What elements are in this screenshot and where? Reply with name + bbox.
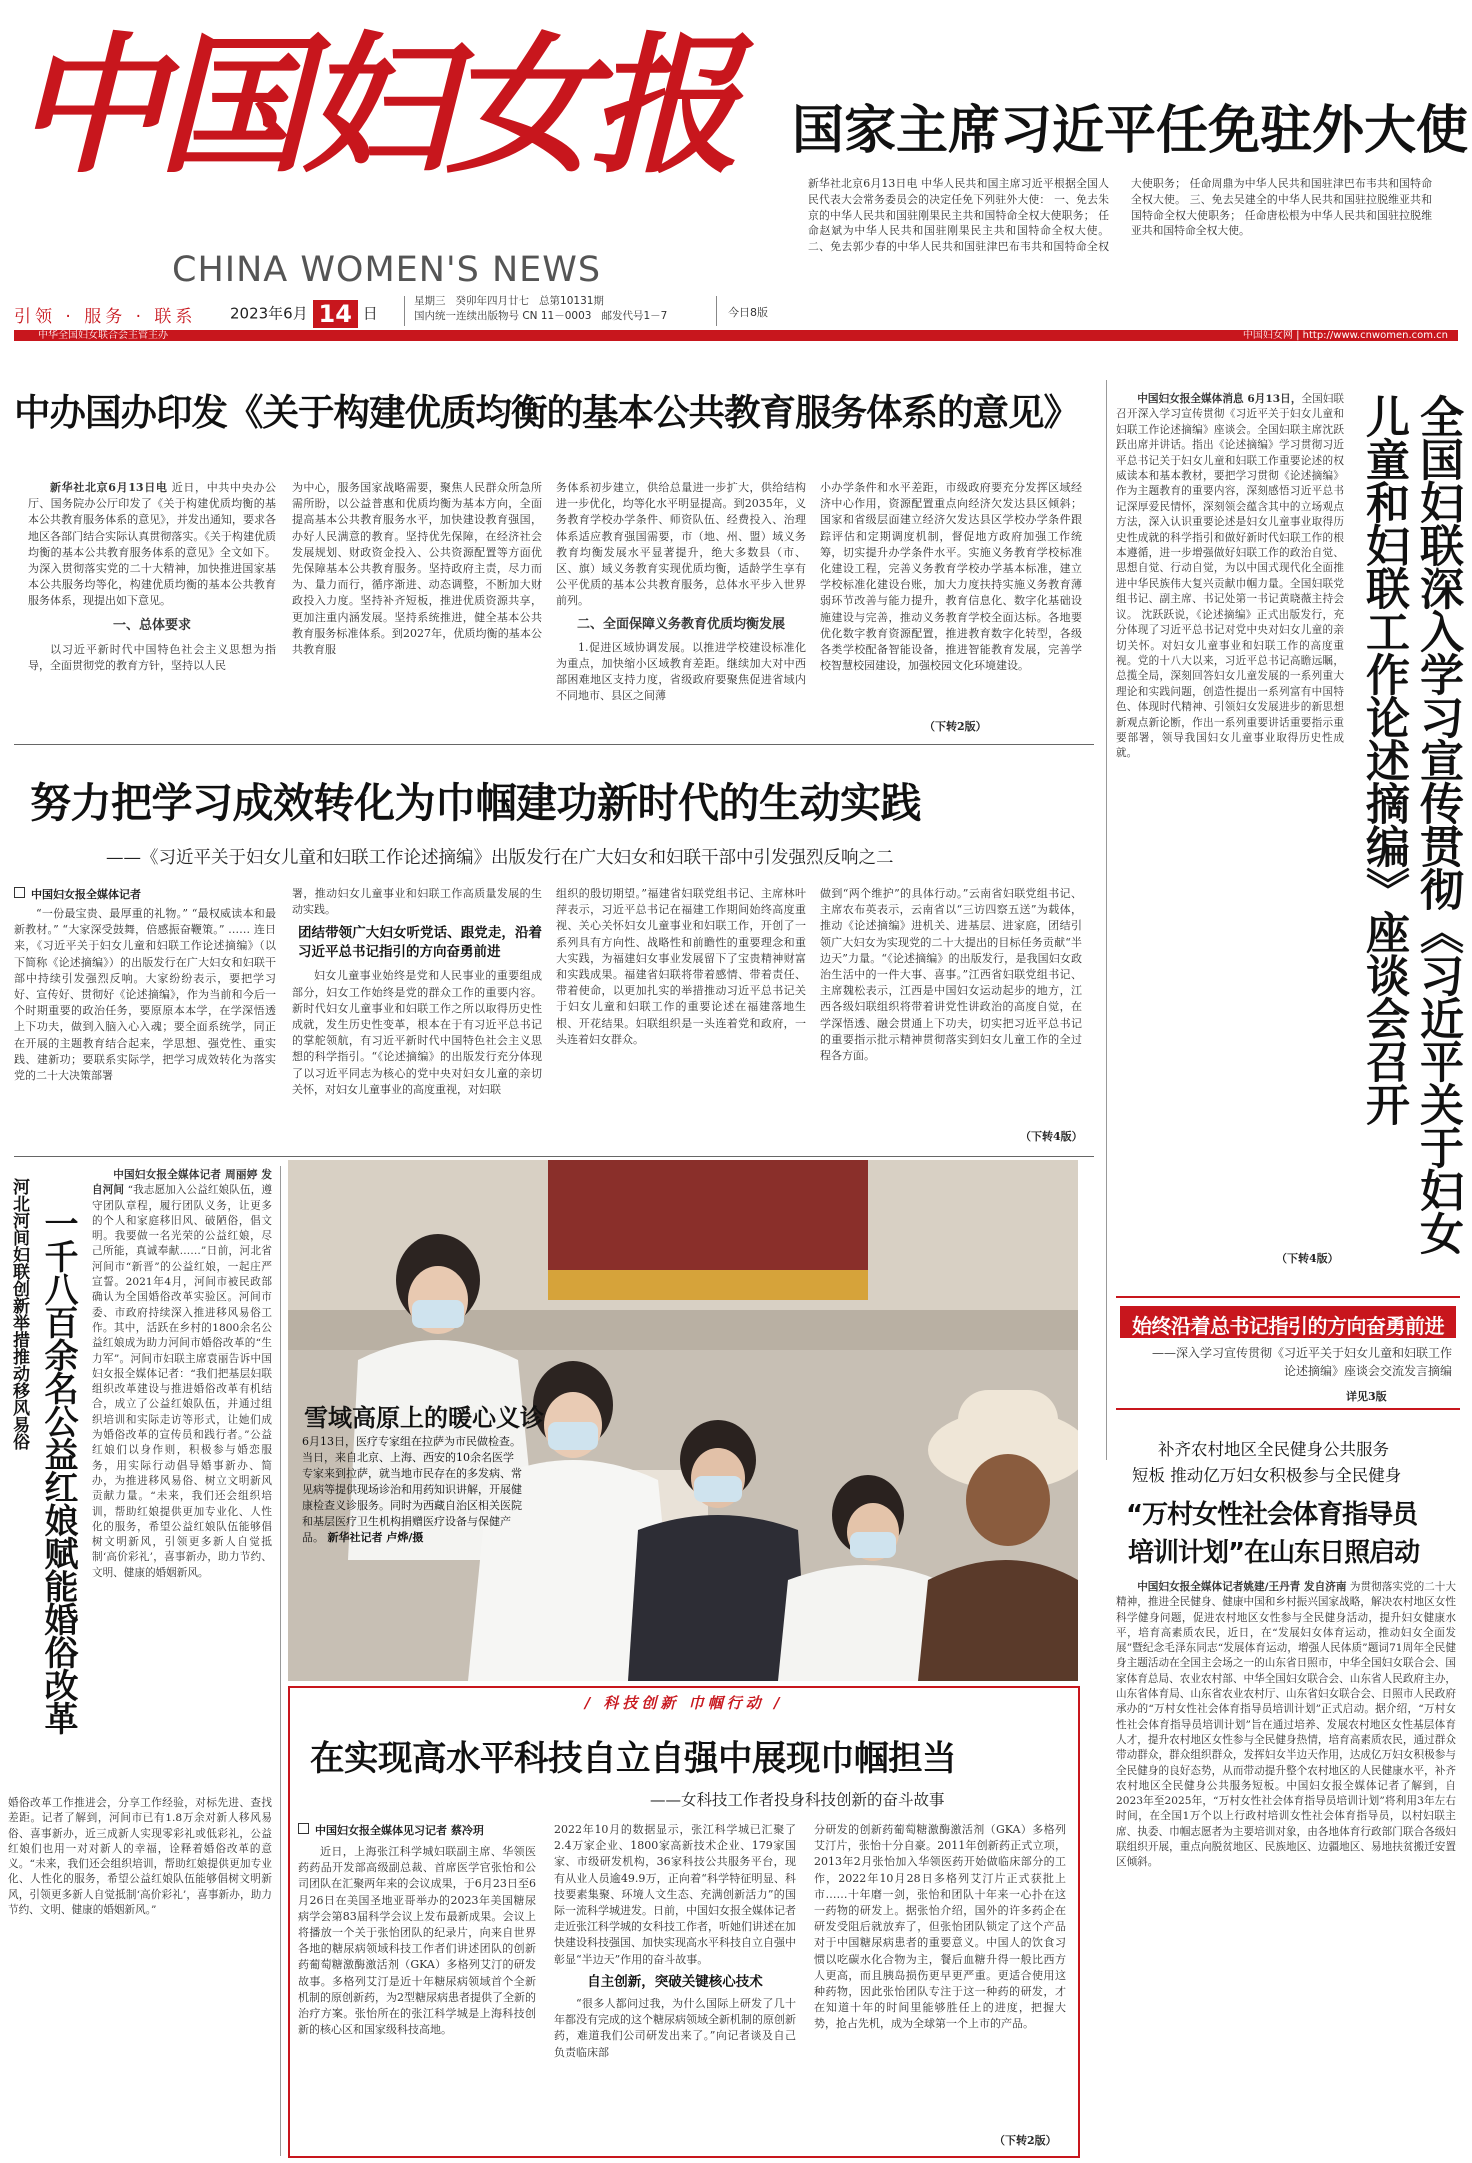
science-byline-text: 中国妇女报全媒体见习记者 蔡冷玥 xyxy=(315,1824,484,1837)
sport-kicker-1: 补齐农村地区全民健身公共服务 xyxy=(1158,1440,1389,1459)
second-col-1 xyxy=(14,906,276,1142)
weekday: 星期三 xyxy=(414,295,446,307)
lead-subhead-2: 二、全面保障义务教育优质均衡发展 xyxy=(576,616,785,632)
sport-story xyxy=(1094,1424,1464,2158)
lead-col1-text: 近日，中共中央办公厅、国务院办公厅印发了《关于构建优质均衡的基本公共教育服务体系的意见》，并发出通知，要求各地区各部门结合实际认真贯彻落实。《关于构建优质均衡的基本公共教育服务体系的意见》全文如下。为深入贯彻落实党的二十大精神，加快推进国家基本公共服务均等化，构建优质均衡的基本公共教育服务体系，现提出如下意见。 xyxy=(28,481,276,608)
right-story-headline[interactable]: 全国妇联深入学习宣传贯彻《习近平关于妇女儿童和妇联工作论述摘编》座谈会召开 xyxy=(1358,394,1463,1254)
science-continue[interactable]: （下转2版） xyxy=(994,2134,1057,2147)
science-col-3 xyxy=(814,1822,1066,2128)
digest-dek: ——深入学习宣传贯彻《习近平关于妇女儿童和妇联工作论述摘编》座谈会交流发言摘编 xyxy=(1151,1346,1452,1378)
date-day: 14 xyxy=(313,300,358,328)
left-story-subhead[interactable]: 河北河间妇联创新举措推动移风易俗 xyxy=(9,1178,29,1450)
edition-divider xyxy=(716,296,717,326)
top-story-headline[interactable]: 国家主席习近平任免驻外大使 xyxy=(792,101,1469,161)
left-story-divider xyxy=(280,1166,281,2156)
second-col-2 xyxy=(292,886,542,1142)
left-story-headline[interactable]: 一千八百余名公益红娘赋能婚俗改革 xyxy=(38,1206,78,1734)
photo-title: 雪域高原上的暖心义诊 xyxy=(304,1404,544,1432)
second-story-headline[interactable]: 努力把学习成效转化为巾帼建功新时代的生动实践 xyxy=(30,779,921,827)
right-continue[interactable]: （下转4版） xyxy=(1276,1252,1339,1265)
second-col-3 xyxy=(556,886,806,1142)
lead-col-3 xyxy=(556,480,806,720)
lead-col4-text: 小办学条件和水平差距，市级政府要充分发挥区域经济中心作用，资源配置重点向经济欠发达县区倾斜；国家和省级层面建立经济欠发达县区学校办学条件跟踪评估和定期调度机制，督促地方政府加强工作统筹，切实提升办学条件水平。实施义务教育学校标准化建设工程，完善义务教育学校办学基本标准，建立学校标准化建设台账，加大力度扶持实施义务教育薄弱环节改善与能力提升，教育信息化、数字化基础设施建设与完善，推动义务教育学校全面达标。各地要优化数字教育资源配置，推进教育数字化转型，各级各类学校配备智能设备，推进智能教育发展，完善学校智慧校园建设，加强校园文化环境建设。 xyxy=(820,481,1082,673)
sport-text: 为贯彻落实党的二十大精神，推进全民健身、健康中国和乡村振兴国家战略，解决农村地区女性科学健身问题，促进农村地区女性参与全民健身活动，提升妇女健康水平，培育高素质农民，近日，在“发展妇女体育运动，推动妇女全面发展”暨纪念毛泽东同志“发展体育运动，增强人民体质”题词71周年全民健身主题活动在全国主会场之一的山东省日照市，中华全国妇女联合会、国家体育总局、农业农村部、中华全国妇女联合会、山东省人民政府主办，山东省体育局、山东省农业农村厅、山东省妇女联合会、日照市人民政府承办的“万村女性社会体育指导员培训计划”正式启动。据介绍，“万村女性社会体育指导员培训计划”旨在通过培养、发展农村地区女性基层体育人才，提升农村地区女性参与全民健身热情，培育高素质农民，通过群众带动群众，群众组织群众，发挥妇女半边天作用，达成亿万妇女积极参与全民健身的良好态势，从而带动提升整个农村地区的人民健康水平，补齐农村地区全民健身公共服务短板。中国妇女报全媒体记者了解到，自2023年至2025年，“万村女性社会体育指导员培训计划”将利用3年左右时间，在全国1万个以上行政村培训女性社会体育指导员，以村妇联主席、执委、巾帼志愿者为主要培训对象，由各地体育行政部门联合各级妇联组织开展，重点向脱贫地区、民族地区、边疆地区、易地扶贫搬迁安置区倾斜。 xyxy=(1116,1581,1456,1869)
lead-col-2 xyxy=(292,480,542,720)
second-col-4 xyxy=(820,886,1082,1126)
red-band xyxy=(14,330,1458,341)
date-divider xyxy=(404,296,405,326)
sport-headline-2[interactable]: 培训计划”在山东日照启动 xyxy=(1128,1538,1420,1568)
lunar-date: 癸卯年四月廿七 xyxy=(455,295,530,307)
science-col1-text: 近日，上海张江科学城妇联副主席、华领医药药品开发部高级副总裁、首席医学官张怡和公司团队在汇聚两年来的会议成果，于6月23日至6月26日在美国圣地亚哥举办的2023年美国糖尿病学会第83届科学会议上发布最新成果。会议上将播放一个关于张怡团队的纪录片，向来自世界各地的糖尿病领域科技工作者们讲述团队的创新药葡萄糖激酶激活剂（GKA）多格列艾汀的研发故事。多格列艾汀是近十年糖尿病领域首个全新机制的原创新药，为2型糖尿病患者提供了全新的治疗方案。张怡所在的张江科学城是上海科技创新的核心区和国家级科技高地。 xyxy=(298,1845,536,2037)
sport-headline-1[interactable]: “万村女性社会体育指导员 xyxy=(1126,1500,1418,1530)
sponsor-text: 中华全国妇女联合会主管主办 xyxy=(38,330,168,341)
tag-slash-right: / xyxy=(764,1694,784,1712)
sport-kicker-2: 短板 推动亿万妇女积极参与全民健身 xyxy=(1132,1466,1402,1485)
lead-byline: 新华社北京6月13日电 xyxy=(50,481,168,494)
science-col3-text: 分研发的创新药葡萄糖激酶激活剂（GKA）多格列艾汀片，张怡十分自豪。2011年创新药正式立项，2013年2月张怡加入华领医药开始做临床部分的工作，2022年10月28日多格列艾汀片正式获批上市……十年磨一剑，张怡和团队十年来一心扑在这一药物的研发上。据张怡介绍，国外的许多药企在研发受阻后就放弃了，但张怡团队锁定了这个产品对于中国糖尿病患者的重要意义。中国人的饮食习惯以吃碳水化合物为主，餐后血糖升得一般比西方人更高，而且胰岛损伤更早更严重。更适合使用这种药物，因此张怡团队专注于这一种药的研发，才在知道十年的时间里能够胜任上的进度，把握大势，抢占先机，成为全球第一个上市的产品。 xyxy=(814,1823,1066,2031)
second-story xyxy=(14,750,1094,1150)
lead-col-4 xyxy=(820,480,1082,720)
date-prefix: 2023年6月 xyxy=(230,304,308,323)
second-story-bottom-rule xyxy=(14,1156,1094,1157)
left-story-body xyxy=(92,1168,272,1788)
science-subhead: 自主创新，突破关键核心技术 xyxy=(587,1973,763,1990)
science-tag xyxy=(290,1692,1078,1713)
news-photo[interactable] xyxy=(288,1160,1078,1681)
science-byline-icon xyxy=(298,1823,309,1834)
english-name: CHINA WOMEN'S NEWS xyxy=(172,250,602,290)
issue-number: 总第10131期 xyxy=(539,295,604,307)
right-story xyxy=(1116,384,1462,1384)
second-byline-text: 中国妇女报全媒体记者 xyxy=(31,888,141,901)
science-col-1 xyxy=(298,1844,536,2144)
lead-col3-text-b: 1.促进区域协调发展。以推进学校建设标准化为重点，加快缩小区域教育差距。继续加大对中西部困难地区支持力度，省级政府要聚焦促进省域内不同地市、县区之间薄 xyxy=(556,640,806,703)
digest-bottom-rule xyxy=(1116,1408,1460,1410)
photo-credit: 新华社记者 卢烨/摄 xyxy=(327,1531,424,1544)
science-headline[interactable]: 在实现高水平科技自立自强中展现巾帼担当 xyxy=(310,1739,956,1779)
slogan: 引领 · 服务 · 联系 xyxy=(14,307,197,327)
cn-code: 国内统一连续出版物号 CN 11－0003 xyxy=(414,310,592,322)
second-col3-text: 组织的殷切期望。”福建省妇联党组书记、主席林叶萍表示，习近平总书记在福建工作期间始终高度重视、关心关怀妇女儿童事业和妇联工作，开创了一系列具有方向性、战略性和前瞻性的重要理念和重大实践，为福建妇女事业发展留下了宝贵精神财富和实践成果。福建省妇联将带着感情、带着责任、带着使命，以更加扎实的举措推动习近平总书记关于妇女儿童和妇联工作的重要论述在福建落地生根、开花结果。妇联组织是一头连着党和政府，一头连着妇女群众。 xyxy=(556,887,806,1046)
science-tag-text: 科技创新 巾帼行动 xyxy=(603,1694,765,1712)
digest-top-rule xyxy=(1116,1296,1460,1298)
science-story xyxy=(288,1686,1080,2158)
lead-col3-text: 务体系初步建立，供给总量进一步扩大，供给结构进一步优化，均等化水平明显提高。到2035年，义务教育学校办学条件、师资队伍、经费投入、治理体系适应教育强国需要，市（地、州、盟）域义务教育均衡发展水平显著提升，绝大多数县（市、区、旗）域义务教育实现优质均衡，适龄学生享有公平优质的基本公共教育服务，总体水平步入世界前列。 xyxy=(556,481,806,608)
left-byline: 中国妇女报全媒体记者 周丽婷 发自河间 xyxy=(92,1169,272,1197)
sport-byline: 中国妇女报全媒体记者姚建/王丹青 发自济南 xyxy=(1137,1581,1347,1593)
sport-body xyxy=(1116,1580,1456,2152)
left-story-body-bottom: 婚俗改革工作推进会，分享工作经验，对标先进、查找差距。记者了解到，河间市已有1.8万余对新人移风易俗、喜事新办，近三成新人实现零彩礼或低彩礼，公益红娘们也用一对对新人的幸福，诠释着婚俗改革的意义。“未来，我们还会组织培训，帮助红娘提供更加专业化、人性化的服务，希望公益红娘队伍能够倡树文明新风，引领更多新人自觉抵制‘高价彩礼’，喜事新办，助力节约、文明、健康的婚姻新风。” xyxy=(8,1797,272,1917)
lead-col-1 xyxy=(28,480,276,720)
tag-slash-left: / xyxy=(584,1694,604,1712)
digest-ref: 详见3版 xyxy=(1346,1390,1387,1403)
lead-col1-text-b: 以习近平新时代中国特色社会主义思想为指导，全面贯彻党的教育方针，坚持以人民 xyxy=(28,642,276,673)
post-code: 邮发代号1－7 xyxy=(601,310,668,322)
second-byline xyxy=(14,886,141,902)
lead-story xyxy=(14,350,1094,735)
left-text: “我志愿加入公益红娘队伍，遵守团队章程，履行团队义务，让更多的个人和家庭移旧风、破陋俗，倡文明。我要做一名光荣的公益红娘，尽己所能，真诚奉献……”日前，河北省河间市“新晋”的公益红娘，一起庄严宣誓。2021年4月，河间市被民政部确认为全国婚俗改革实验区。河间市委、市政府持续深入推进移风易俗工作。其中，活跃在乡村的1800余名公益红娘成为助力河间市婚俗改革的“生力军”。河间市妇联主席袁丽告诉中国妇女报全媒体记者：“我们把基层妇联组织改革建设与推进婚俗改革有机结合，成立了公益红娘队伍，并通过组织培训和实际走访等形式，让她们成为婚俗改革的宣传员和践行者。”公益红娘们以身作则，积极参与婚恋服务，用实际行动倡导婚事新办、简办，为推进移风易俗、树立文明新风贡献力量。“未来，我们还会组织培训，帮助红娘提供更加专业化、人性化的服务，希望公益红娘队伍能够倡树文明新风，引领更多新人自觉抵制‘高价彩礼’，喜事新办，助力节约、文明、健康的婚姻新风。 xyxy=(92,1184,272,1579)
issue-info xyxy=(414,294,744,324)
date-suffix: 日 xyxy=(362,304,378,323)
photo-caption-text: 6月13日，医疗专家组在拉萨为市民做检查。当日，来自北京、上海、西安的10余名医学专家来到拉萨，就当地市民存在的多发病、常见病等提供现场诊治和用药知识讲解，开展健康检查义诊服务。同时为西藏自治区相关医院和基层医疗卫生机构捐赠医疗设备与保健产品。 xyxy=(302,1435,522,1544)
digest-title-bar xyxy=(1120,1306,1456,1338)
second-story-dek: ——《习近平关于妇女儿童和妇联工作论述摘编》出版发行在广大妇女和妇联干部中引发强烈反响之二 xyxy=(106,848,894,868)
second-col2-text-a: 署，推动妇女儿童事业和妇联工作高质量发展的生动实践。 xyxy=(292,887,542,917)
top-story-text: 新华社北京6月13日电 中华人民共和国主席习近平根据全国人民代表大会常务委员会的决定任免下列驻外大使： 一、免去朱京的中华人民共和国驻刚果民主共和国特命全权大使职务； 任命赵斌为中华人民共和国驻刚果民主共和国特命全权大使。 二、免去郭少春的中华人民共和国驻津巴布韦共和国特命全权大使职务； 任命周鼎为中华人民共和国驻津巴布韦共和国特命全权大使。 三、免去吴建全的中华人民共和国驻拉脱维亚共和国特命全权大使职务； 任命唐松根为中华人民共和国驻拉脱维亚共和国特命全权大使。 xyxy=(808,177,1432,254)
science-col2-text-b: “很多人都问过我，为什么国际上研发了几十年都没有完成的这个糖尿病领域全新机制的原创新药，难道我们公司研发出来了。”向记者谈及自己负责临床部 xyxy=(554,1997,796,2059)
right-text: 全国妇联召开深入学习宣传贯彻《习近平关于妇女儿童和妇联工作论述摘编》座谈会。全国妇联主席沈跃跃出席并讲话。指出《论述摘编》学习贯彻习近平总书记关于妇女儿童和妇联工作重要论述的权威读本和基本教材，要把学习贯彻《论述摘编》作为主题教育的重要内容，深刻感悟习近平总书记深厚爱民情怀，深刻领会蕴含其中的立场观点方法，深入认识重要论述是妇女儿童事业取得历史性成就的科学指引和做好新时代妇联工作的根本遵循，进一步增强做好妇联工作的政治自觉、思想自觉、行动自觉，为以中国式现代化全面推进中华民族伟大复兴贡献巾帼力量。全国妇联党组书记、副主席、书记处第一书记黄晓薇主持会议。 沈跃跃说，《论述摘编》正式出版发行，充分体现了习近平总书记对党中央对妇女儿童的亲切关怀。对妇女儿童事业和妇联工作的高度重视。党的十八大以来，习近平总书记高瞻远瞩，总揽全局，深刻回答妇女儿童发展的一系列重大理论和实践问题，创造性提出一系列富有中国特色、体现时代精神、引领妇女发展进步的新思想新观点新论断，作出一系列重要讲话重要指示重要部署，领导我国妇女儿童事业取得历史性成就。 xyxy=(1116,393,1344,760)
digest-title: 始终沿着总书记指引的方向奋勇前进 xyxy=(1132,1314,1444,1338)
second-subhead: 团结带领广大妇女听党话、跟党走，沿着习近平总书记指引的方向奋勇前进 xyxy=(298,925,542,961)
byline-box-icon xyxy=(14,887,25,898)
right-story-text xyxy=(1116,392,1344,1272)
masthead xyxy=(0,0,1472,340)
science-byline xyxy=(298,1822,484,1838)
second-continue[interactable]: （下转4版） xyxy=(1020,1130,1083,1143)
newspaper-logo: 中国妇女报 xyxy=(14,18,735,194)
lead-story-headline[interactable]: 中办国办印发《关于构建优质均衡的基本公共教育服务体系的意见》 xyxy=(14,391,1079,434)
second-col1-text: “一份最宝贵、最厚重的礼物。” “最权威读本和最新教材。” “大家深受鼓舞，倍感振奋鞭策。” …… 连日来，《习近平关于妇女儿童和妇联工作论述摘编》（以下简称《论述摘编》）的出版发行在广大妇女和妇联干部中持续引发强烈反响。大家纷纷表示，要把学习好、宣传好、贯彻好《论述摘编》，作为当前和今后一个时期重要的政治任务，要原原本本学，在学深悟透上下功夫，做到入脑入心入魂；要全面系统学，同正在开展的主题教育结合起来，学思想、强党性、重实践、建新功；要联系实际学，把学习成效转化为落实党的二十大决策部署 xyxy=(14,907,276,1083)
website-link[interactable]: 中国妇女网 | http://www.cnwomen.com.cn xyxy=(1242,330,1448,341)
date-line xyxy=(230,300,378,326)
left-story xyxy=(8,1162,278,2158)
right-byline: 中国妇女报全媒体消息 6月13日， xyxy=(1137,393,1302,405)
lead-col2-text: 为中心，服务国家战略需要，聚焦人民群众所急所需所盼，以公益普惠和优质均衡为基本方向，全面提高基本公共教育服务水平，加快建设教育强国，办好人民满意的教育。坚持优先保障，在经济社会发展规划、财政资金投入、公共资源配置等方面优先保障基本公共教育服务。坚持政府主责，尽力而为、量力而行，循序渐进、动态调整，不断加大财政投入力度。坚持补齐短板，推进优质资源共享，更加注重内涵发展。坚持系统推进，健全基本公共教育服务标准体系。到2027年，优质均衡的基本公共教育服 xyxy=(292,481,542,657)
photo-caption xyxy=(302,1434,522,1546)
science-col-2 xyxy=(554,1822,796,2148)
second-col2-text-b: 妇女儿童事业始终是党和人民事业的重要组成部分，妇女工作始终是党的群众工作的重要内容。新时代妇女儿童事业和妇联工作之所以取得历史性成就，发生历史性变革，根本在于有习近平总书记的掌舵领航，有习近平新时代中国特色社会主义思想的科学指引。“《论述摘编》的出版发行充分体现了以习近平同志为核心的党中央对妇女儿童的亲切关怀，对妇女儿童事业的高度重视，对妇联 xyxy=(292,969,542,1096)
edition-count: 今日8版 xyxy=(728,306,768,319)
lead-subhead-1: 一、总体要求 xyxy=(112,617,191,633)
science-dek: ——女科技工作者投身科技创新的奋斗故事 xyxy=(650,1791,945,1809)
right-column-divider xyxy=(1106,380,1107,1460)
second-col4-text: 做到“两个维护”的具体行动。”云南省妇联党组书记、主席农布英表示，云南省以“三访四察五送”为载体，推动《论述摘编》进机关、进基层、进家庭，团结引领广大妇女为实现党的二十大提出的目标任务贡献“半边天”力量。“《论述摘编》的出版发行，是我国妇女政治生活中的一件大事、喜事。”江西省妇联党组书记、主席魏松表示，江西是中国妇女运动起步的地方，江西各级妇联组织将带着讲党性讲政治的高度自觉，在学深悟透、融会贯通上下功夫，切实把习近平总书记的重要指示批示精神贯彻落实到妇女儿童工作的全过程各方面。 xyxy=(820,887,1082,1063)
second-story-top-rule xyxy=(14,744,1094,745)
digest-box[interactable] xyxy=(1116,1296,1460,1414)
lead-continue[interactable]: （下转2版） xyxy=(924,720,987,733)
science-col2-text: 2022年10月的数据显示，张江科学城已汇聚了2.4万家企业、1800家高新技术企业、179家国家、市级研发机构，36家科技公共服务平台，现有从业人员逾49.9万，正向着“科学特征明显、科技要素集聚、环境人文生态、充满创新活力”的国际一流科学城进发。日前，中国妇女报全媒体记者走近张江科学城的女科技工作者，听她们讲述在加快建设科技强国、加快实现高水平科技自立自强中彰显“半边天”作用的奋斗故事。 xyxy=(554,1823,796,1966)
